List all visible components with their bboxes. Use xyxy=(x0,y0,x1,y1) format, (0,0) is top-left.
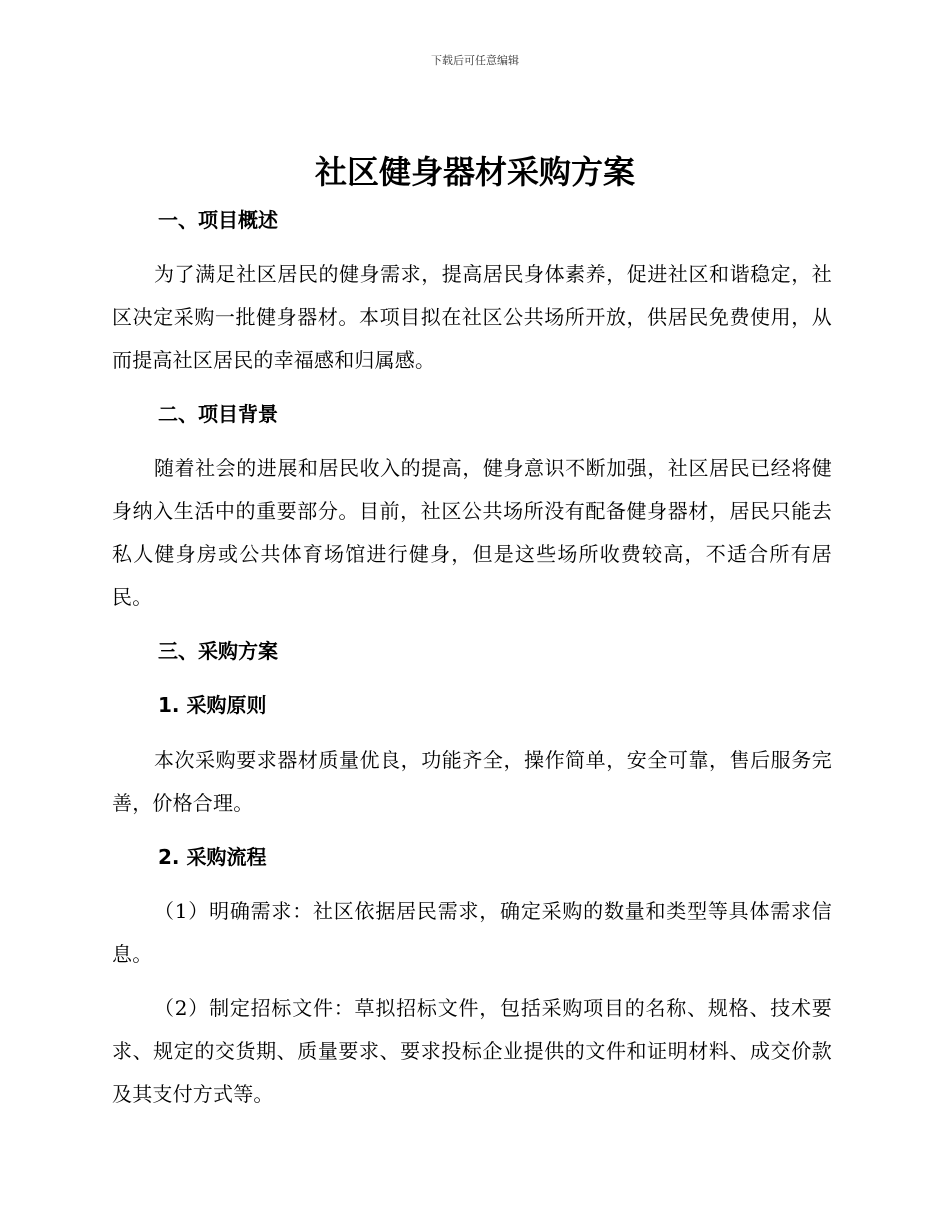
process-list-item: （2）制定招标文件：草拟招标文件，包括采购项目的名称、规格、技术要求、规定的交货期、质量要求、要求投标企业提供的文件和证明材料、成交价款及其支付方式等。 xyxy=(112,996,832,1106)
section-heading-overview: 一、项目概述 xyxy=(158,208,278,232)
section-heading-background: 二、项目背景 xyxy=(158,402,278,426)
section-heading-procurement-plan: 三、采购方案 xyxy=(158,639,278,663)
subsection-heading-principles: 1. 采购原则 xyxy=(158,693,267,717)
page-header-note: 下载后可任意编辑 xyxy=(431,54,519,67)
section-paragraph-overview: 为了满足社区居民的健身需求，提高居民身体素养，促进社区和谐稳定，社区决定采购一批健身器材。本项目拟在社区公共场所开放，供居民免费使用，从而提高社区居民的幸福感和归属感。 xyxy=(112,262,832,372)
document-title: 社区健身器材采购方案 xyxy=(314,153,635,191)
process-list-item: （1）明确需求：社区依据居民需求，确定采购的数量和类型等具体需求信息。 xyxy=(112,899,832,966)
subsection-heading-process: 2. 采购流程 xyxy=(158,845,267,869)
section-paragraph-background: 随着社会的进展和居民收入的提高，健身意识不断加强，社区居民已经将健身纳入生活中的重要部分。目前，社区公共场所没有配备健身器材，居民只能去私人健身房或公共体育场馆进行健身，但是这些场所收费较高，不适合所有居民。 xyxy=(112,456,832,609)
subsection-paragraph-principles: 本次采购要求器材质量优良，功能齐全，操作简单，安全可靠，售后服务完善，价格合理。 xyxy=(112,748,832,815)
